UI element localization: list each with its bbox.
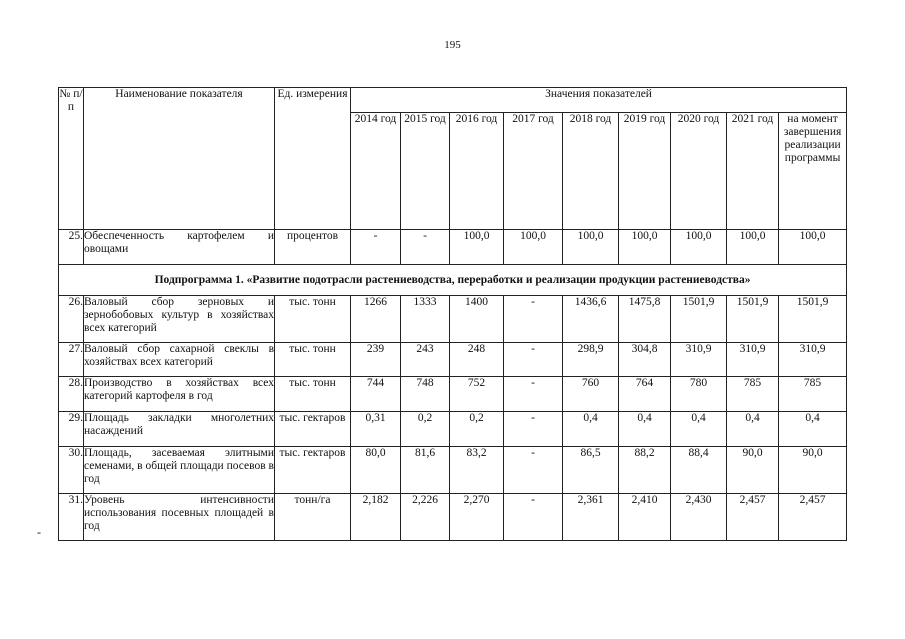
row-number: 29. (59, 412, 84, 447)
value-cell: 100,0 (671, 230, 727, 265)
header-name: Наименование показателя (84, 88, 275, 230)
value-cell: 0,2 (401, 412, 450, 447)
indicators-table (58, 87, 847, 541)
value-cell: 100,0 (450, 230, 504, 265)
indicator-name: Обеспеченность картофелем и овощами (84, 230, 275, 265)
subprogram-row (59, 265, 847, 296)
value-cell: 100,0 (727, 230, 779, 265)
indicator-unit: тонн/га (275, 494, 351, 541)
value-cell: 2,430 (671, 494, 727, 541)
row-number: 25. (59, 230, 84, 265)
value-cell: 2,270 (450, 494, 504, 541)
value-cell: 1266 (351, 296, 401, 343)
value-cell: 0,31 (351, 412, 401, 447)
value-cell: 1501,9 (779, 296, 847, 343)
value-cell: - (504, 377, 563, 412)
value-cell: - (401, 230, 450, 265)
row-number: 30. (59, 447, 84, 494)
value-cell: 83,2 (450, 447, 504, 494)
value-cell: 0,2 (450, 412, 504, 447)
value-cell: 310,9 (727, 343, 779, 377)
header-year-2021: 2021 год (727, 113, 779, 230)
header-year-2016: 2016 год (450, 113, 504, 230)
value-cell: 90,0 (779, 447, 847, 494)
header-year-2015: 2015 год (401, 113, 450, 230)
value-cell: 2,410 (619, 494, 671, 541)
value-cell: 760 (563, 377, 619, 412)
header-year-2019: 2019 год (619, 113, 671, 230)
value-cell: 0,4 (619, 412, 671, 447)
value-cell: 248 (450, 343, 504, 377)
header-row-top (59, 88, 847, 113)
indicator-name: Площадь, засеваемая элитными семенами, в общей площади посевов в год (84, 447, 275, 494)
value-cell: 81,6 (401, 447, 450, 494)
indicator-name: Уровень интенсивности использования посевных площадей в год (84, 494, 275, 541)
row-number: 26. (59, 296, 84, 343)
subprogram-title: Подпрограмма 1. «Развитие подотрасли растениеводства, переработки и реализации продукции растениеводства» (59, 265, 847, 296)
value-cell: 2,361 (563, 494, 619, 541)
value-cell: 0,4 (727, 412, 779, 447)
value-cell: 100,0 (504, 230, 563, 265)
value-cell: 88,2 (619, 447, 671, 494)
value-cell: 1436,6 (563, 296, 619, 343)
value-cell: 80,0 (351, 447, 401, 494)
indicator-unit: тыс. гектаров (275, 447, 351, 494)
value-cell: - (504, 447, 563, 494)
value-cell: 785 (727, 377, 779, 412)
header-year-2018: 2018 год (563, 113, 619, 230)
value-cell: 100,0 (779, 230, 847, 265)
value-cell: 298,9 (563, 343, 619, 377)
table-row (59, 412, 847, 447)
value-cell: 0,4 (779, 412, 847, 447)
value-cell: 1475,8 (619, 296, 671, 343)
header-unit: Ед. измерения (275, 88, 351, 230)
indicator-name: Валовый сбор сахарной свеклы в хозяйствах всех категорий (84, 343, 275, 377)
table-row (59, 230, 847, 265)
value-cell: 2,226 (401, 494, 450, 541)
value-cell: 744 (351, 377, 401, 412)
value-cell: 0,4 (563, 412, 619, 447)
value-cell: - (504, 296, 563, 343)
header-values-group: Значения показателей (351, 88, 847, 113)
value-cell: - (504, 412, 563, 447)
page-number: 195 (444, 39, 461, 51)
indicator-name: Производство в хозяйствах всех категорий картофеля в год (84, 377, 275, 412)
value-cell: 2,457 (779, 494, 847, 541)
value-cell: 2,182 (351, 494, 401, 541)
indicator-name: Площадь закладки многолетних насаждений (84, 412, 275, 447)
value-cell: 2,457 (727, 494, 779, 541)
value-cell: 1333 (401, 296, 450, 343)
indicator-name: Валовый сбор зерновых и зернобобовых культур в хозяйствах всех категорий (84, 296, 275, 343)
value-cell: 304,8 (619, 343, 671, 377)
table-row (59, 494, 847, 541)
value-cell: 310,9 (671, 343, 727, 377)
header-year-2017: 2017 год (504, 113, 563, 230)
value-cell: - (504, 494, 563, 541)
value-cell: 780 (671, 377, 727, 412)
row-number: 28. (59, 377, 84, 412)
header-final: на момент завершения реализации программы (779, 113, 847, 230)
value-cell: 764 (619, 377, 671, 412)
indicator-unit: тыс. гектаров (275, 412, 351, 447)
value-cell: 1501,9 (671, 296, 727, 343)
value-cell: - (504, 343, 563, 377)
value-cell: 239 (351, 343, 401, 377)
value-cell: 1400 (450, 296, 504, 343)
indicator-unit: тыс. тонн (275, 343, 351, 377)
header-year-2014: 2014 год (351, 113, 401, 230)
value-cell: 100,0 (563, 230, 619, 265)
table-row (59, 447, 847, 494)
value-cell: 86,5 (563, 447, 619, 494)
indicator-unit: тыс. тонн (275, 377, 351, 412)
value-cell: 90,0 (727, 447, 779, 494)
value-cell: 752 (450, 377, 504, 412)
value-cell: 100,0 (619, 230, 671, 265)
value-cell: 748 (401, 377, 450, 412)
row-number: 31. (59, 494, 84, 541)
value-cell: 310,9 (779, 343, 847, 377)
table-row (59, 296, 847, 343)
header-num: № п/п (59, 88, 84, 230)
indicator-unit: тыс. тонн (275, 296, 351, 343)
indicator-unit: процентов (275, 230, 351, 265)
table-row (59, 343, 847, 377)
row-number: 27. (59, 343, 84, 377)
value-cell: 785 (779, 377, 847, 412)
table-row (59, 377, 847, 412)
value-cell: 243 (401, 343, 450, 377)
value-cell: 0,4 (671, 412, 727, 447)
value-cell: - (351, 230, 401, 265)
value-cell: 1501,9 (727, 296, 779, 343)
value-cell: 88,4 (671, 447, 727, 494)
header-year-2020: 2020 год (671, 113, 727, 230)
margin-mark: - (37, 525, 41, 539)
